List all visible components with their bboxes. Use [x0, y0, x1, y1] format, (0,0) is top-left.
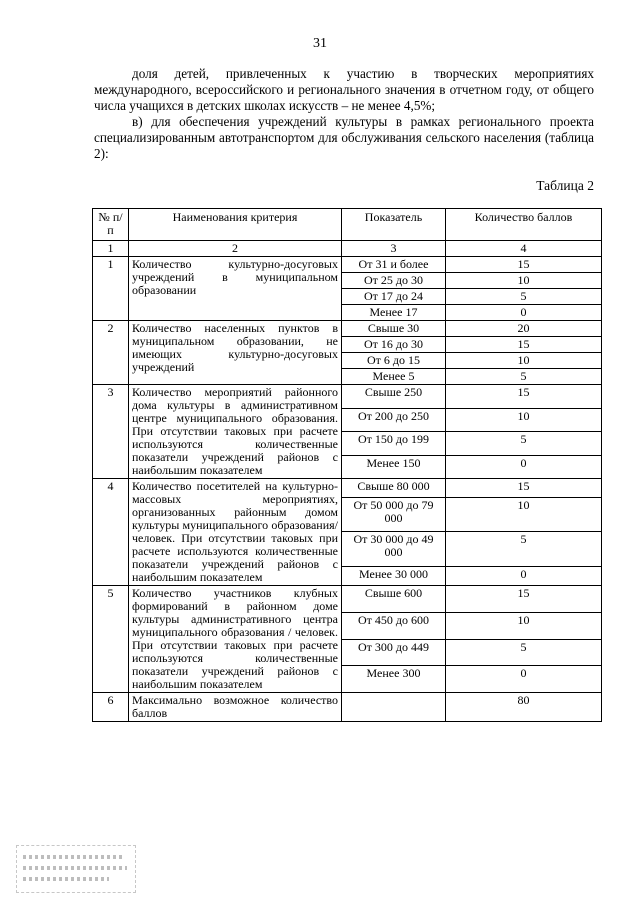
points-cell: 5 [446, 532, 602, 566]
stamp-mark [16, 845, 136, 893]
indicator-cell: От 31 и более [342, 257, 446, 273]
points-cell: 15 [446, 337, 602, 353]
points-cell: 15 [446, 257, 602, 273]
indicator-cell: От 150 до 199 [342, 432, 446, 456]
row-number: 6 [93, 693, 129, 722]
points-cell: 80 [446, 693, 602, 722]
table-index-row [93, 241, 602, 257]
points-cell: 0 [446, 566, 602, 585]
criteria-table [92, 208, 602, 722]
indicator-cell: От 50 000 до 79 000 [342, 498, 446, 532]
table-header-row [93, 209, 602, 241]
index-cell: 2 [129, 241, 342, 257]
header-criterion: Наименования критерия [129, 209, 342, 241]
paragraph-2: в) для обеспечения учреждений культуры в рамках регионального проекта специализированным автотранспортом для обслуживания сельского населения (таблица 2): [94, 114, 594, 161]
row-number: 3 [93, 385, 129, 479]
points-cell: 5 [446, 432, 602, 456]
row-number: 5 [93, 586, 129, 693]
indicator-cell: Менее 150 [342, 455, 446, 479]
points-cell: 10 [446, 353, 602, 369]
criterion-name: Количество культурно-досуговых учреждений в муниципальном образовании [129, 257, 342, 321]
indicator-cell: Менее 5 [342, 369, 446, 385]
indicator-cell [342, 693, 446, 722]
indicator-cell: Менее 17 [342, 305, 446, 321]
table-row [93, 586, 602, 613]
paragraph-1: доля детей, привлеченных к участию в творческих мероприятиях международного, всероссийского и регионального значения в отчетном году, от общего числа учащихся в детских школах искусств – не менее 4,5%; [94, 66, 594, 113]
table-body [93, 241, 602, 722]
points-cell: 5 [446, 639, 602, 666]
table-row [93, 257, 602, 273]
header-num: № п/п [93, 209, 129, 241]
table-row [93, 385, 602, 409]
points-cell: 0 [446, 666, 602, 693]
indicator-cell: От 6 до 15 [342, 353, 446, 369]
table-row [93, 479, 602, 498]
points-cell: 0 [446, 455, 602, 479]
index-cell: 1 [93, 241, 129, 257]
indicator-cell: Свыше 80 000 [342, 479, 446, 498]
indicator-cell: От 200 до 250 [342, 408, 446, 432]
points-cell: 5 [446, 369, 602, 385]
criterion-name: Количество мероприятий районного дома культуры в административном центре муниципального образования. При отсутствии таковых при расчете используются количественные показатели учреждений районов с наибольшим показателем [129, 385, 342, 479]
points-cell: 10 [446, 612, 602, 639]
header-points: Количество баллов [446, 209, 602, 241]
indicator-cell: Менее 300 [342, 666, 446, 693]
criterion-name: Количество посетителей на культурно-массовых мероприятиях, организованных районным домом культуры муниципального образования/ человек. При отсутствии таковых при расчете используются количественные показатели учреждений районов с наибольшим показателем [129, 479, 342, 586]
points-cell: 10 [446, 498, 602, 532]
points-cell: 0 [446, 305, 602, 321]
header-indicator: Показатель [342, 209, 446, 241]
points-cell: 15 [446, 479, 602, 498]
row-number: 4 [93, 479, 129, 586]
indicator-cell: Свыше 30 [342, 321, 446, 337]
page-number: 31 [313, 36, 327, 51]
criterion-name: Количество населенных пунктов в муниципальном образовании, не имеющих культурно-досуговых учреждений [129, 321, 342, 385]
table-row [93, 321, 602, 337]
indicator-cell: От 16 до 30 [342, 337, 446, 353]
indicator-cell: Менее 30 000 [342, 566, 446, 585]
indicator-cell: От 17 до 24 [342, 289, 446, 305]
points-cell: 20 [446, 321, 602, 337]
row-number: 2 [93, 321, 129, 385]
points-cell: 5 [446, 289, 602, 305]
points-cell: 10 [446, 273, 602, 289]
indicator-cell: От 25 до 30 [342, 273, 446, 289]
index-cell: 4 [446, 241, 602, 257]
points-cell: 10 [446, 408, 602, 432]
criterion-name: Максимально возможное количество баллов [129, 693, 342, 722]
indicator-cell: Свыше 600 [342, 586, 446, 613]
points-cell: 15 [446, 385, 602, 409]
index-cell: 3 [342, 241, 446, 257]
criterion-name: Количество участников клубных формирований в районном доме культуры административного центра муниципального образования / человек. При отсутствии таковых при расчете используются количественные показатели учреждений районов с наибольшим показателем [129, 586, 342, 693]
row-number: 1 [93, 257, 129, 321]
points-cell: 15 [446, 586, 602, 613]
indicator-cell: От 450 до 600 [342, 612, 446, 639]
table-caption: Таблица 2 [536, 178, 594, 193]
indicator-cell: Свыше 250 [342, 385, 446, 409]
indicator-cell: От 300 до 449 [342, 639, 446, 666]
table-row [93, 693, 602, 722]
indicator-cell: От 30 000 до 49 000 [342, 532, 446, 566]
